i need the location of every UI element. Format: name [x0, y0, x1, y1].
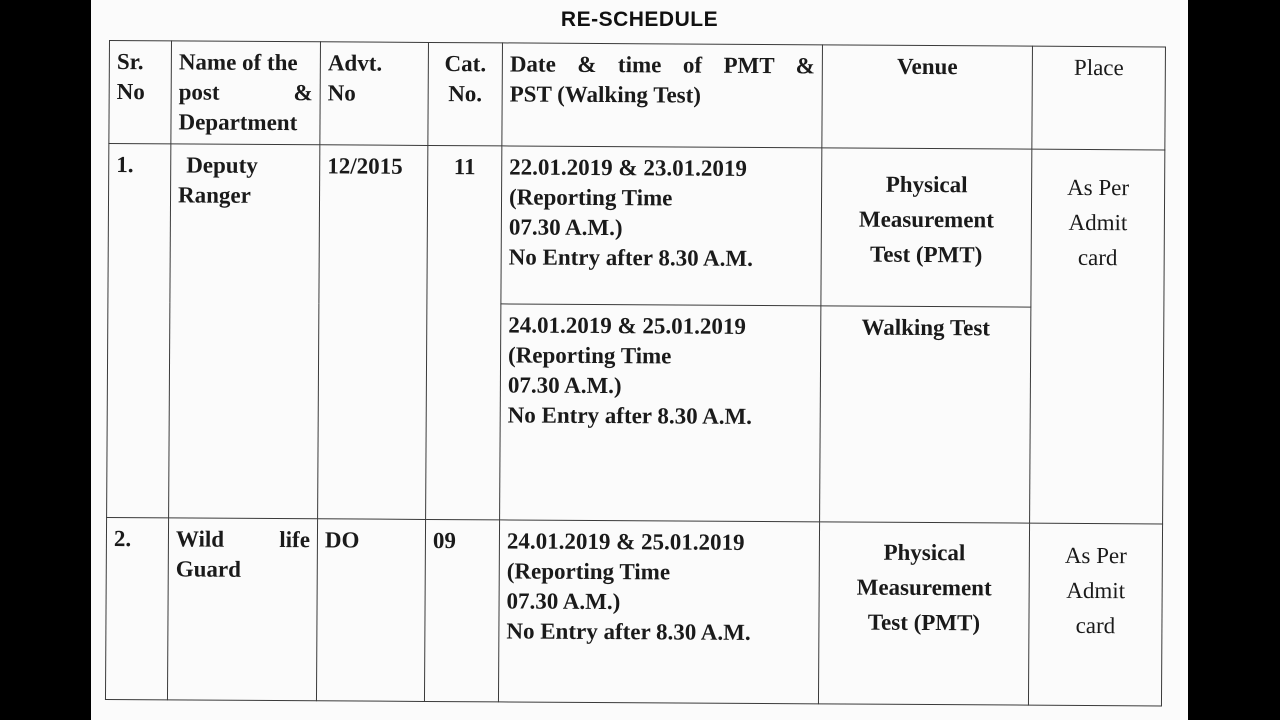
venue-line: Walking Test — [861, 314, 991, 341]
row2-advt: DO — [316, 519, 425, 702]
header-place: Place — [1032, 46, 1166, 150]
header-advt — [320, 42, 429, 146]
row2-venue-1 — [818, 522, 1029, 705]
date-line: 22.01.2019 & 23.01.2019 — [509, 154, 747, 181]
header-sr-line: Sr. — [116, 49, 144, 75]
header-advt-line: No — [327, 80, 356, 106]
row2-place — [1028, 523, 1162, 706]
row2-cat: 09 — [424, 519, 499, 701]
page-title: RE-SCHEDULE — [560, 8, 719, 31]
row2-post-line: Wild life — [175, 526, 311, 553]
row1-venue-1 — [821, 148, 1032, 307]
row2-post — [167, 518, 317, 701]
document-page — [91, 0, 1188, 720]
header-row — [109, 41, 1166, 150]
date-line: (Reporting Time — [508, 342, 672, 369]
header-date-line: Date & time of PMT & — [509, 51, 815, 79]
row1-venue-2 — [820, 306, 1031, 523]
table-row — [105, 517, 1162, 705]
header-cat-line: Cat. — [444, 51, 487, 77]
header-post-line: post & — [178, 79, 313, 106]
row1-sr: 1. — [107, 144, 171, 518]
date-line: 24.01.2019 & 25.01.2019 — [508, 312, 747, 339]
venue-line: Measurement — [856, 574, 992, 601]
place-line: Admit — [1068, 209, 1128, 236]
venue-line: Test (PMT) — [870, 241, 983, 268]
table-row — [108, 144, 1165, 308]
header-advt-line: Advt. — [327, 50, 383, 76]
row1-place — [1030, 149, 1165, 524]
row2-date-1 — [498, 520, 819, 704]
date-line: (Reporting Time — [508, 184, 673, 211]
date-line: No Entry after 8.30 A.M. — [506, 618, 751, 645]
date-line: 07.30 A.M.) — [508, 214, 623, 241]
venue-line: Physical — [885, 171, 968, 198]
row1-cat: 11 — [426, 145, 502, 519]
header-post-line: Name of the — [178, 49, 298, 76]
venue-line: Measurement — [858, 206, 994, 233]
header-date-line: PST (Walking Test) — [509, 81, 702, 108]
row1-date-2 — [500, 304, 821, 522]
header-cat — [428, 42, 503, 145]
place-line: card — [1077, 244, 1118, 271]
date-line: 07.30 A.M.) — [506, 588, 621, 615]
date-line: 24.01.2019 & 25.01.2019 — [506, 528, 745, 555]
header-sr-line: No — [116, 79, 145, 105]
header-post — [171, 41, 321, 145]
venue-line: Test (PMT) — [867, 609, 981, 636]
header-post-line: Department — [178, 109, 298, 136]
row2-sr: 2. — [105, 517, 168, 699]
schedule-table-wrapper — [105, 40, 1165, 694]
row1-post — [169, 144, 320, 519]
header-cat-line: No. — [448, 81, 483, 107]
header-date — [502, 43, 823, 148]
row2-post-line: Guard — [175, 556, 242, 582]
place-line: card — [1075, 612, 1116, 639]
place-line: As Per — [1064, 542, 1127, 569]
date-line: No Entry after 8.30 A.M. — [508, 244, 753, 271]
venue-line: Physical — [883, 539, 966, 566]
date-line: 07.30 A.M.) — [507, 372, 622, 399]
header-venue: Venue — [822, 45, 1033, 149]
header-sr — [109, 41, 172, 144]
row1-post-line: Deputy — [186, 152, 258, 178]
place-line: As Per — [1067, 174, 1130, 201]
row1-post-line: Ranger — [177, 182, 251, 208]
date-line: (Reporting Time — [506, 558, 671, 585]
row1-date-1 — [501, 146, 822, 306]
schedule-table — [105, 40, 1166, 706]
date-line: No Entry after 8.30 A.M. — [507, 402, 753, 429]
place-line: Admit — [1066, 577, 1126, 604]
row1-advt: 12/2015 — [318, 145, 428, 520]
